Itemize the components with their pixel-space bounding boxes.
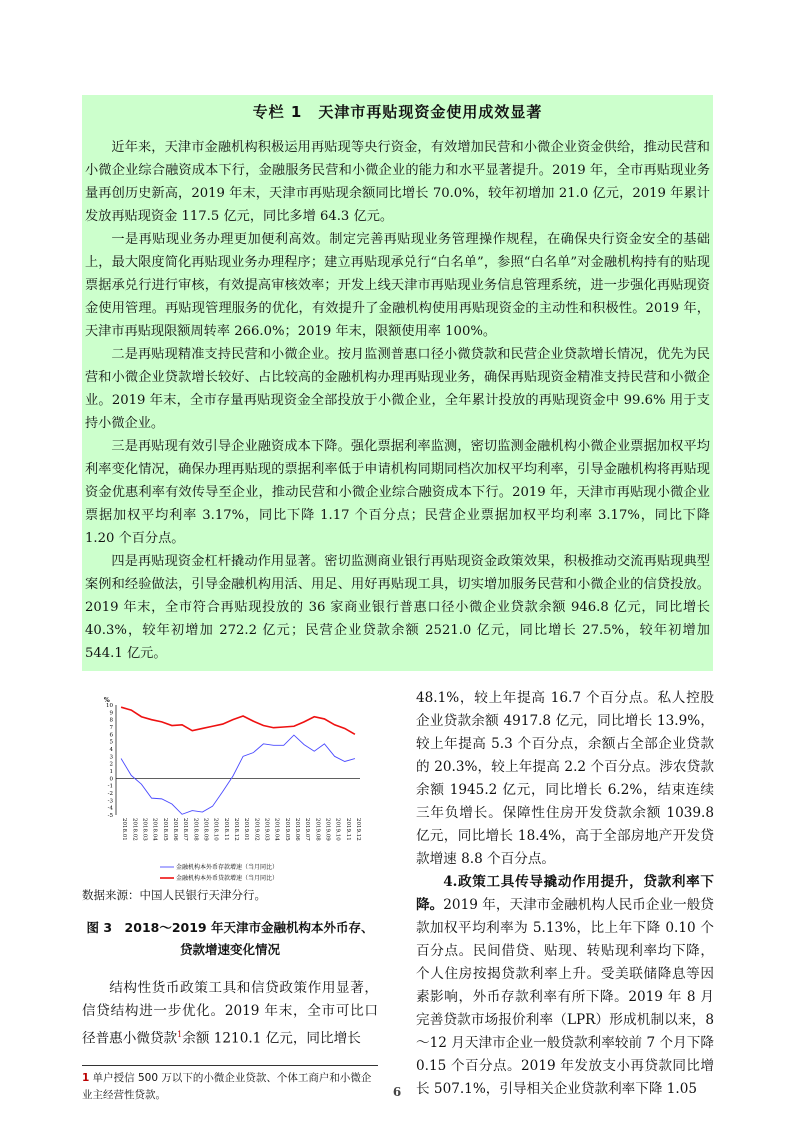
series-line (121, 735, 355, 814)
x-tick-label: 2018.08 (192, 818, 199, 841)
x-tick-label: 2019.07 (304, 818, 311, 841)
x-tick-label: 2019.11 (344, 818, 351, 841)
footnote-mark: 1 (82, 1071, 90, 1084)
caption-line: 图 3 2018～2019 年天津市金融机构本外币存、 (86, 920, 374, 935)
y-tick-label: -4 (107, 805, 113, 812)
box-paragraph: 三是再贴现有效引导企业融资成本下降。强化票据利率监测，密切监测金融机构小微企业票据加权平均利率变化情况，确保办理再贴现的票据利率低于申请机构同期同档次加权平均利率，引导金融机构将再贴现资金优惠利率有效传导至企业，推动民营和小微企业综合融资成本下行。2019 年，天津市再贴现小微企业票据加权平均利率 3.17%，同比下降 1.17 个百分点；民营企业票据加权平均利率 3.17%，同比下降 1.20 个百分点。 (85, 439, 710, 546)
right-column (416, 687, 714, 1104)
x-tick-label: 2019.09 (324, 818, 331, 841)
page-number: 6 (392, 1084, 402, 1099)
deposit-loan-growth-chart (82, 693, 378, 883)
x-tick-label: 2019.12 (354, 818, 361, 841)
gutter (378, 693, 416, 1104)
body-paragraph (82, 977, 378, 1051)
y-tick-label: 10 (106, 703, 113, 709)
x-tick-label: 2018.05 (161, 818, 168, 841)
legend-label: 金融机构本外币存款增速（当月同比） (176, 864, 279, 871)
x-tick-label: 2018.04 (151, 818, 158, 841)
box-paragraph: 一是再贴现业务办理更加便利高效。制定完善再贴现业务管理操作规程，在确保央行资金安全的基础上，最大限度简化再贴现业务办理程序；建立再贴现承兑行“白名单”，参照“白名单”对金融机构持有的贴现票据承兑行进行审核，有效提高审核效率；开发上线天津市再贴现业务信息管理系统，进一步强化再贴现资金使用管理。再贴现管理服务的优化，有效提升了金融机构使用再贴现资金的主动性和积极性。2019 年，天津市再贴现限额周转率 266.0%；2019 年末，限额使用率 100%。 (85, 232, 710, 339)
x-tick-label: 2019.05 (283, 818, 290, 841)
y-axis-label: % (104, 697, 110, 704)
box-paragraph: 四是再贴现资金杠杆撬动作用显著。密切监测商业银行再贴现资金政策效果，积极推动交流再贴现典型案例和经验做法，引导金融机构用活、用足、用好再贴现工具，切实增加服务民营和小微企业的信贷投放。2019 年末，全市符合再贴现投放的 36 家商业银行普惠口径小微企业贷款余额 946.8 亿元，同比增长 40.3%，较年初增加 272.2 亿元；民营企业贷款余额 2521.0 亿元，同比增长 27.5%，较年初增加 544.1 亿元。 (85, 554, 710, 661)
text: 余额 1210.1 亿元，同比增长 (182, 1030, 361, 1047)
y-tick-label: 2 (109, 761, 113, 768)
x-tick-label: 2019.10 (334, 818, 341, 841)
y-tick-label: 8 (109, 717, 113, 724)
y-tick-label: 7 (109, 725, 113, 731)
text: 2019 年，天津市金融机构人民币企业一般贷款加权平均利率为 5.13%，比上年下降 0.10 个百分点。民间借贷、贴现、转贴现利率均下降，个人住房按揭贷款利率上升。受美联储降息等因素影响，外币存款利率有所下降。2019 年 8 月完善贷款市场报价利率（LPR）形成机制以来，8～12 月天津市企业一般贷款利率较前 7 个月下降 0.15 个百分点。2019 年发放支小再贷款同比增长 507.1%，引导相关企业贷款利率下降 1.05 (416, 897, 715, 1097)
x-tick-label: 2018.06 (171, 818, 178, 841)
box-title: 专栏 1 天津市再贴现资金使用成效显著 (252, 103, 543, 121)
two-column-body (82, 690, 715, 1104)
y-tick-label: 6 (109, 732, 113, 739)
y-tick-label: -2 (107, 791, 113, 797)
x-tick-label: 2018.07 (182, 818, 189, 841)
y-tick-label: -1 (107, 783, 113, 790)
y-tick-label: 1 (109, 769, 113, 775)
footnote-text: 单户授信 500 万以下的小微企业贷款、个体工商户和小微企业主经营性贷款。 (82, 1071, 372, 1101)
x-tick-label: 2018.02 (131, 818, 138, 841)
body-paragraph: 48.1%，较上年提高 16.7 个百分点。私人控股企业贷款余额 4917.8 亿元，同比增长 13.9%，较上年提高 5.3 个百分点，余额占全部企业贷款的 20.3%，较上年提高 2.2 个百分点。涉农贷款余额 1945.2 亿元，同比增长 6.2%，结束连续三年负增长。保障性住房开发贷款余额 1039.8 亿元，同比增长 18.4%，高于全部房地产开发贷款增速 8.8 个百分点。 (416, 690, 714, 867)
x-tick-label: 2019.01 (243, 818, 250, 841)
x-tick-label: 2019.04 (273, 818, 280, 841)
x-tick-label: 2019.08 (314, 818, 321, 841)
y-tick-label: -3 (107, 798, 113, 805)
section-heading: 4.政策工具传导撬动作用提升，贷款利率下降。 (416, 874, 714, 913)
y-tick-label: 4 (109, 747, 113, 753)
x-tick-label: 2018.11 (222, 818, 229, 841)
x-tick-label: 2018.01 (121, 818, 128, 841)
x-tick-label: 2019.06 (293, 818, 300, 841)
figure-source: 数据来源：中国人民银行天津分行。 (82, 888, 266, 902)
x-tick-label: 2018.03 (141, 818, 148, 841)
box-paragraph: 近年来，天津市金融机构积极运用再贴现等央行资金，有效增加民营和小微企业资金供给，推动民营和小微企业综合融资成本下行，金融服务民营和小微企业的能力和水平显著提升。2019 年，全市再贴现业务量再创历史新高，2019 年末，天津市再贴现余额同比增长 70.0%，较年初增加 21.0 亿元，2019 年累计发放再贴现资金 117.5 亿元，同比多增 64.3 亿元。 (85, 140, 710, 224)
x-tick-label: 2019.03 (263, 818, 270, 841)
column-box (82, 95, 713, 671)
footnote-ref[interactable]: 1 (177, 1030, 183, 1039)
box-paragraph: 二是再贴现精准支持民营和小微企业。按月监测普惠口径小微贷款和民营企业贷款增长情况，优先为民营和小微企业贷款增长较好、占比较高的金融机构办理再贴现业务，确保再贴现资金精准支持民营和小微企业。2019 年末，全市存量再贴现资金全部投放于小微企业，全年累计投放的再贴现资金中 99.6% 用于支持小微企业。 (85, 347, 710, 431)
figure-caption (82, 917, 378, 961)
x-tick-label: 2018.12 (232, 818, 239, 841)
body-paragraph (416, 871, 714, 1101)
y-tick-label: 3 (109, 754, 113, 761)
footnote (82, 1065, 378, 1104)
y-tick-label: 5 (109, 739, 113, 746)
legend-label: 金融机构本外币贷款增速（当月同比） (176, 875, 279, 882)
x-tick-label: 2018.09 (202, 818, 209, 841)
y-tick-label: 9 (109, 710, 113, 717)
y-tick-label: -5 (107, 813, 113, 819)
caption-line: 贷款增速变化情况 (179, 942, 280, 957)
text: 结构性货币政策工具和信贷政策作用显著，信贷结构进一步优化。2019 年末，全市可比口径普惠小微贷款 (82, 980, 378, 1047)
left-column (82, 693, 378, 1104)
series-line (121, 707, 355, 734)
x-tick-label: 2019.02 (253, 818, 260, 841)
y-tick-label: 0 (109, 776, 113, 783)
x-tick-label: 2018.10 (212, 818, 219, 841)
